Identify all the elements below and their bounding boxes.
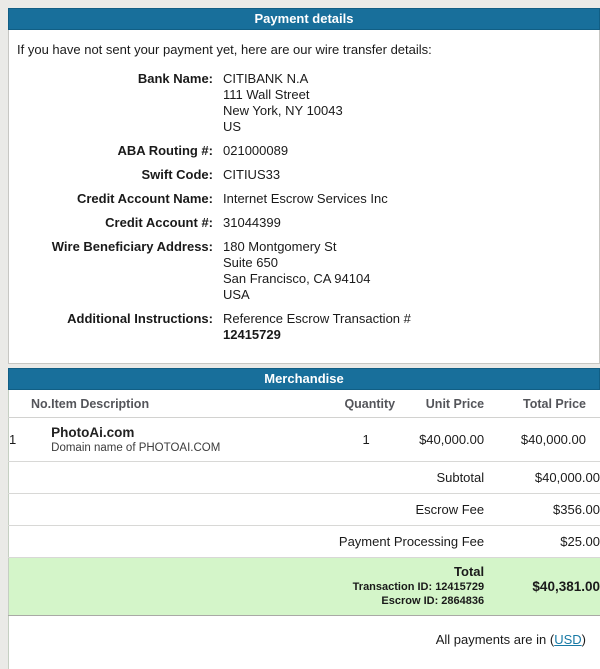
total-label: Total (9, 564, 484, 580)
merchandise-title: Merchandise (264, 371, 343, 386)
summary-row (9, 462, 600, 494)
wire-detail-line: Suite 650 (223, 255, 589, 271)
currency-note-suffix: ) (582, 632, 586, 647)
wire-detail-row (17, 139, 589, 163)
summary-amount: $356.00 (484, 494, 600, 526)
wire-detail-label: ABA Routing #: (17, 139, 223, 163)
summary-label: Payment Processing Fee (9, 526, 485, 558)
item-name: PhotoAi.com (51, 424, 337, 441)
wire-detail-value (223, 307, 589, 347)
wire-detail-label: Additional Instructions: (17, 307, 223, 347)
wire-detail-line: US (223, 119, 589, 135)
wire-details-table (17, 67, 589, 347)
payment-details-header (8, 8, 600, 30)
wire-detail-row (17, 211, 589, 235)
wire-detail-line: 31044399 (223, 215, 589, 231)
wire-detail-line: Internet Escrow Services Inc (223, 191, 589, 207)
merchandise-header-row (9, 390, 600, 418)
wire-detail-value (223, 67, 589, 139)
escrow-id: Escrow ID: 2864836 (9, 594, 484, 608)
wire-detail-line: CITIUS33 (223, 167, 589, 183)
wire-detail-label: Credit Account #: (17, 211, 223, 235)
wire-detail-value (223, 187, 589, 211)
column-total-price: Total Price (484, 390, 600, 418)
summary-label: Escrow Fee (9, 494, 485, 526)
merchandise-item-row (9, 418, 600, 462)
item-description: Domain name of PHOTOAI.COM (51, 441, 337, 455)
payment-details-title: Payment details (255, 11, 354, 26)
total-labels (9, 558, 485, 616)
wire-detail-label: Bank Name: (17, 67, 223, 139)
total-row (9, 558, 600, 616)
summary-row (9, 494, 600, 526)
total-amount: $40,381.00 (484, 558, 600, 616)
summary-amount: $25.00 (484, 526, 600, 558)
currency-note-row (9, 616, 600, 669)
wire-detail-row (17, 307, 589, 347)
column-description: Item Description (51, 390, 337, 418)
merchandise-table (8, 390, 600, 669)
wire-detail-line: CITIBANK N.A (223, 71, 589, 87)
column-unit-price: Unit Price (395, 390, 484, 418)
column-no: No. (9, 390, 52, 418)
summary-label: Subtotal (9, 462, 485, 494)
wire-detail-value (223, 211, 589, 235)
wire-detail-line: New York, NY 10043 (223, 103, 589, 119)
summary-amount: $40,000.00 (484, 462, 600, 494)
merchandise-header (8, 368, 600, 390)
wire-detail-line: USA (223, 287, 589, 303)
payment-details-box (8, 30, 600, 364)
wire-detail-row (17, 235, 589, 307)
wire-detail-line: San Francisco, CA 94104 (223, 271, 589, 287)
currency-note-prefix: All payments are in ( (436, 632, 555, 647)
wire-detail-value (223, 163, 589, 187)
wire-transfer-intro: If you have not sent your payment yet, here are our wire transfer details: (17, 42, 589, 57)
wire-detail-label: Credit Account Name: (17, 187, 223, 211)
wire-detail-line: Reference Escrow Transaction # (223, 311, 589, 327)
wire-detail-row (17, 163, 589, 187)
item-no: 1 (9, 418, 52, 462)
summary-row (9, 526, 600, 558)
wire-detail-row (17, 67, 589, 139)
wire-detail-line: 180 Montgomery St (223, 239, 589, 255)
currency-note (9, 616, 600, 669)
wire-detail-line: 12415729 (223, 327, 589, 343)
usd-link[interactable]: USD (554, 632, 581, 647)
wire-detail-value (223, 235, 589, 307)
column-quantity: Quantity (337, 390, 395, 418)
wire-detail-line: 021000089 (223, 143, 589, 159)
wire-detail-line: 111 Wall Street (223, 87, 589, 103)
transaction-id: Transaction ID: 12415729 (9, 580, 484, 594)
item-total-price: $40,000.00 (484, 418, 600, 462)
wire-detail-row (17, 187, 589, 211)
item-quantity: 1 (337, 418, 395, 462)
wire-detail-label: Wire Beneficiary Address: (17, 235, 223, 307)
wire-detail-value (223, 139, 589, 163)
item-unit-price: $40,000.00 (395, 418, 484, 462)
wire-detail-label: Swift Code: (17, 163, 223, 187)
